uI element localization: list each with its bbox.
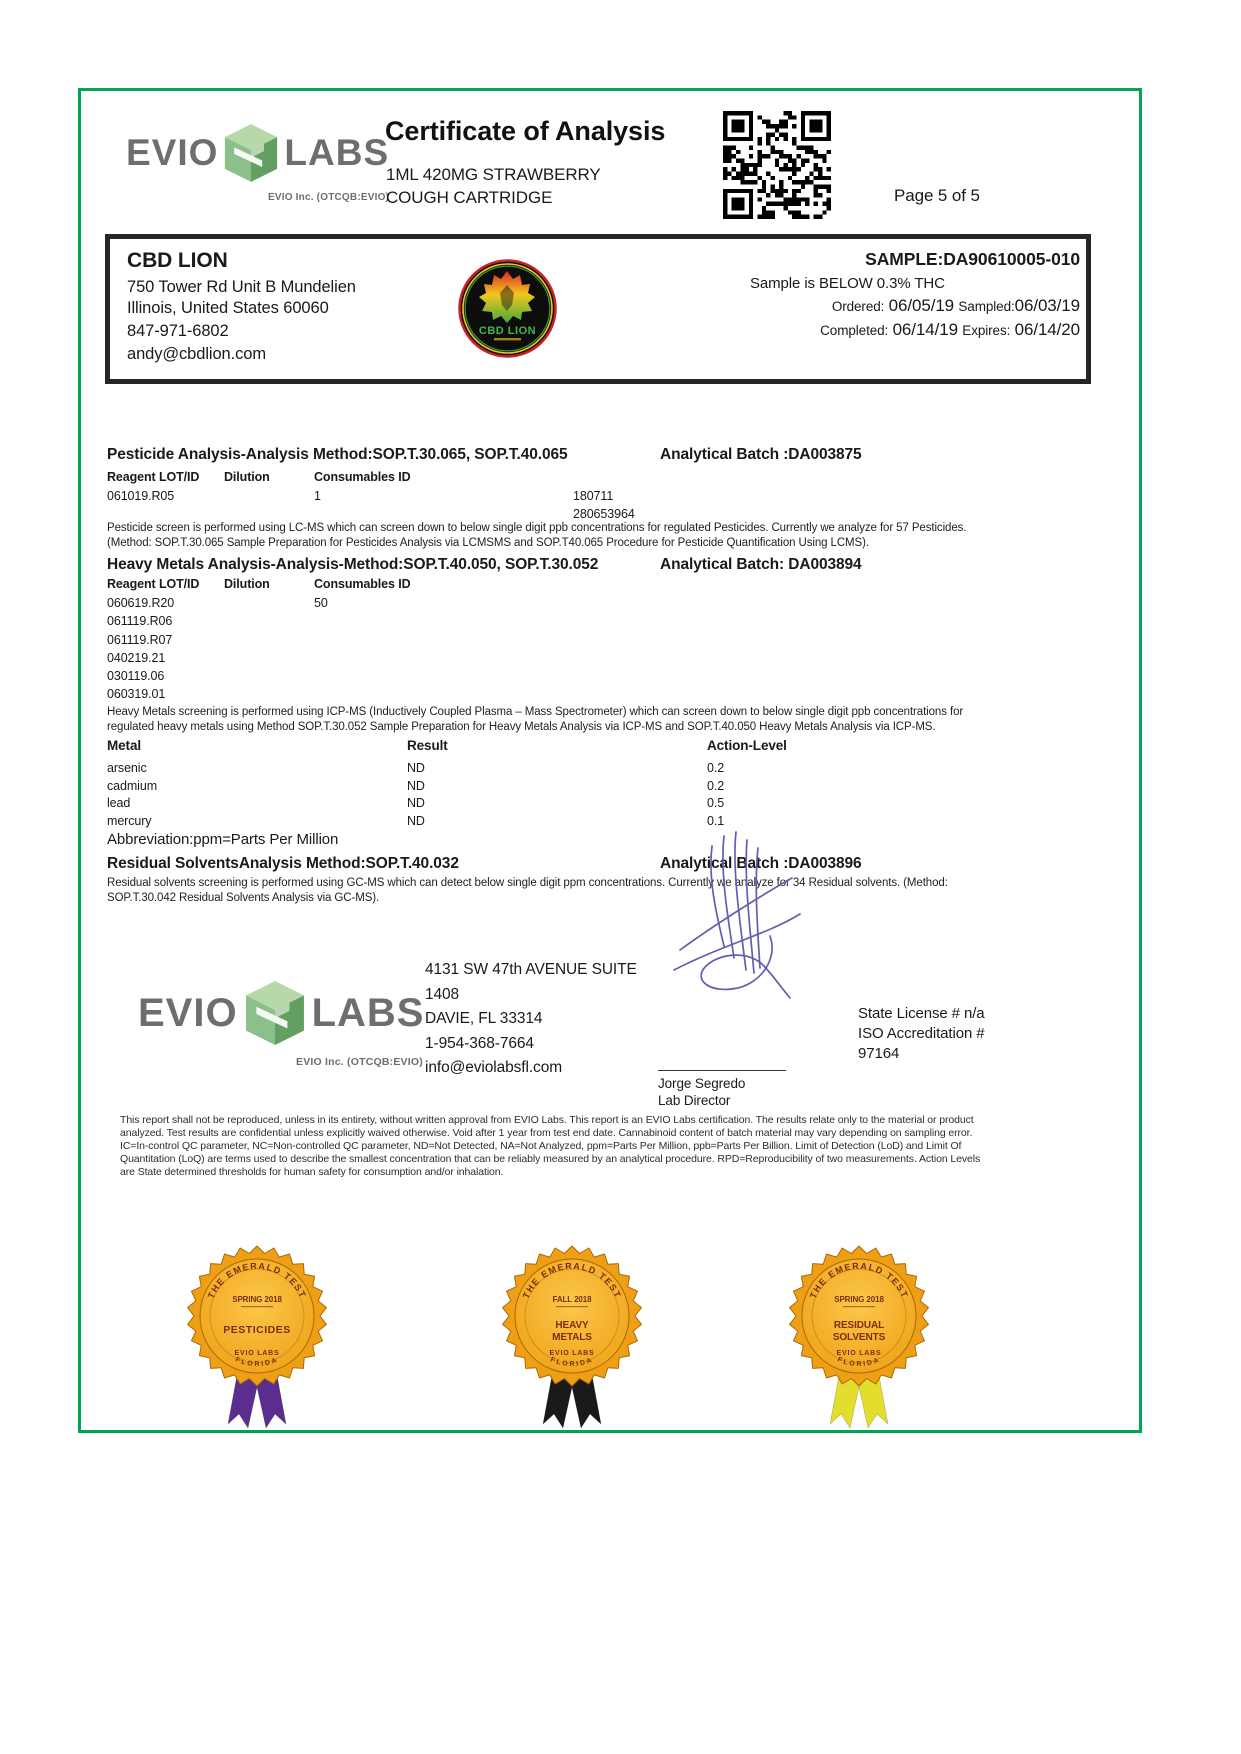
svg-text:EVIO LABS: EVIO LABS bbox=[234, 1350, 280, 1357]
metal-result: ND bbox=[407, 796, 425, 811]
cell: 030119.06 bbox=[107, 669, 165, 684]
iso-accreditation-line1: ISO Accreditation # bbox=[858, 1025, 985, 1042]
cell: 060319.01 bbox=[107, 687, 166, 702]
pesticide-section-title: Pesticide Analysis-Analysis Method:SOP.T.30.065, SOP.T.40.065 bbox=[107, 446, 568, 463]
thc-note: Sample is BELOW 0.3% THC bbox=[750, 275, 945, 292]
state-license: State License # n/a bbox=[858, 1005, 985, 1022]
svg-text:SPRING 2018: SPRING 2018 bbox=[834, 1295, 884, 1304]
heavy-metals-section-title: Heavy Metals Analysis-Analysis-Method:SOP.T.40.050, SOP.T.30.052 bbox=[107, 556, 599, 573]
lab-address bbox=[425, 958, 637, 1081]
qr-code bbox=[723, 111, 831, 219]
col-consumables: Consumables ID bbox=[314, 577, 411, 591]
svg-text:HEAVY: HEAVY bbox=[555, 1320, 589, 1331]
license-info bbox=[858, 1004, 985, 1064]
expires-label: Expires: bbox=[962, 323, 1011, 338]
client-email: andy@cbdlion.com bbox=[127, 345, 266, 363]
expires-date: 06/14/20 bbox=[1014, 320, 1080, 339]
cell bbox=[224, 594, 314, 612]
svg-text:RESIDUAL: RESIDUAL bbox=[833, 1320, 885, 1331]
pesticide-table bbox=[107, 487, 635, 524]
evio-cube-icon bbox=[223, 122, 279, 184]
ordered-label: Ordered: bbox=[831, 299, 885, 314]
metal-name: arsenic bbox=[107, 761, 147, 775]
iso-accreditation-line2: 97164 bbox=[858, 1045, 900, 1062]
heavy-metals-table bbox=[107, 594, 573, 704]
cell: 061019.R05 bbox=[107, 489, 175, 503]
svg-text:EVIO LABS: EVIO LABS bbox=[549, 1350, 595, 1357]
col-result: Result bbox=[407, 738, 448, 753]
sample-id: SAMPLE:DA90610005-010 bbox=[865, 249, 1080, 269]
metal-name: mercury bbox=[107, 813, 152, 828]
svg-text:EVIO LABS: EVIO LABS bbox=[836, 1350, 882, 1357]
signature-line bbox=[658, 1070, 786, 1071]
evio-cube-icon bbox=[244, 978, 306, 1048]
lab-phone: 1-954-368-7664 bbox=[425, 1034, 534, 1052]
client-info bbox=[127, 249, 356, 365]
sample-info bbox=[750, 249, 1080, 340]
client-address-line2: Illinois, United States 60060 bbox=[127, 299, 329, 317]
metal-result: ND bbox=[407, 778, 425, 793]
emerald-test-badge-pesticides bbox=[182, 1240, 332, 1435]
disclaimer-text: This report shall not be reproduced, unless in its entirety, without written approval from EVIO Labs. This report is an EVIO Labs certification. The results relate only to the material or product analyzed. Test results are confidential unless explicitly waived otherwise. Void after 1 year from test end date. Cannabinoid content of batch material may vary depending on sampling error. IC=In-control QC parameter, NC=Non-controlled QC parameter, ND=Not Detected, NA=Not Analyzed, ppm=Parts Per Million, ppb=Parts Per Billion. Limit of Detection (LoD) and Limit Of Quantitation (LoQ) are terms used to describe the smallest concentration that can be reliably measured by an analytical procedure. RPD=Reproducibility of two measurements. Action Levels are State determined thresholds for human safety for consumption and/or inhalation. bbox=[120, 1114, 981, 1178]
signer-title: Lab Director bbox=[658, 1093, 731, 1108]
logo-word-evio: EVIO bbox=[138, 990, 238, 1035]
metal-result: ND bbox=[407, 813, 425, 828]
metal-action: 0.2 bbox=[707, 761, 725, 775]
col-reagent: Reagent LOT/ID bbox=[107, 470, 200, 484]
svg-text:THE EMERALD TEST: THE EMERALD TEST bbox=[205, 1260, 309, 1300]
col-dilution: Dilution bbox=[224, 577, 270, 591]
metal-results-header bbox=[107, 738, 907, 753]
cell: 061119.R06 bbox=[107, 614, 173, 629]
lab-email: info@eviolabsfl.com bbox=[425, 1059, 563, 1076]
svg-text:SOLVENTS: SOLVENTS bbox=[832, 1332, 886, 1343]
sampled-date: 06/03/19 bbox=[1014, 296, 1080, 315]
svg-text:FLORIDA: FLORIDA bbox=[234, 1356, 280, 1369]
metal-name: lead bbox=[107, 796, 131, 811]
cell: 061119.R07 bbox=[107, 632, 173, 647]
heavy-metals-batch: Analytical Batch: DA003894 bbox=[660, 556, 862, 573]
completed-expires-line bbox=[750, 320, 1080, 340]
ordered-sampled-line bbox=[750, 296, 1080, 316]
cell: 180711 bbox=[573, 489, 614, 503]
residual-solvents-description: Residual solvents screening is performed using GC-MS which can detect below single digit ppm concentrations. Currently we analyze for 34 Residual solvents. (Method: SOP.T.30.042 Residual Solvents Analysis via GC-MS). bbox=[107, 877, 948, 904]
col-action-level: Action-Level bbox=[707, 738, 787, 753]
emerald-test-badge-heavy-metals bbox=[497, 1240, 647, 1435]
completed-label: Completed: bbox=[820, 323, 889, 338]
signer-name: Jorge Segredo bbox=[658, 1076, 746, 1091]
svg-text:FLORIDA: FLORIDA bbox=[549, 1356, 595, 1369]
svg-text:SPRING 2018: SPRING 2018 bbox=[232, 1295, 282, 1304]
logo-word-evio: EVIO bbox=[126, 132, 219, 173]
lab-address-line1: 4131 SW 47th AVENUE SUITE bbox=[425, 961, 637, 978]
metal-action: 0.5 bbox=[707, 796, 725, 811]
cell bbox=[224, 487, 314, 505]
svg-text:FLORIDA: FLORIDA bbox=[836, 1356, 882, 1369]
metal-name: cadmium bbox=[107, 778, 158, 793]
product-name: 1ML 420MG STRAWBERRY COUGH CARTRIDGE bbox=[386, 165, 601, 207]
metal-action: 0.2 bbox=[707, 778, 725, 793]
evio-tagline: EVIO Inc. (OTCQB:EVIO) bbox=[268, 192, 390, 203]
heavy-metals-description: Heavy Metals screening is performed using ICP-MS (Inductively Coupled Plasma – Mass Spectrometer) which can screen down to below single digit ppb concentrations for regulated heavy metals using Method SOP.T.30.052 Sample Preparation for Heavy Metals Analysis via ICP-MS and SOP.T.40.050 Heavy Metals Analysis via ICP-MS. bbox=[107, 706, 964, 733]
pesticide-description: Pesticide screen is performed using LC-MS which can screen down to below single digit ppb concentrations for regulated Pesticides. Currently we analyze for 57 Pesticides. (Method: SOP.T.30.065 Sample Preparation for Pesticides Analysis via LCMSMS and SOP.T40.065 Procedure for Pesticide Quantification Using LCMS). bbox=[107, 522, 967, 549]
sampled-label-wrap: Sampled:06/03/19 bbox=[958, 296, 1080, 315]
logo-word-labs: LABS bbox=[284, 132, 390, 173]
cell: 060619.R20 bbox=[107, 596, 175, 610]
page-number: Page 5 of 5 bbox=[894, 186, 980, 205]
col-dilution: Dilution bbox=[224, 470, 270, 484]
evio-tagline-footer: EVIO Inc. (OTCQB:EVIO) bbox=[296, 1056, 423, 1068]
lab-address-line2: 1408 bbox=[425, 985, 460, 1003]
svg-text:THE EMERALD TEST: THE EMERALD TEST bbox=[807, 1260, 911, 1300]
col-consumables: Consumables ID bbox=[314, 470, 411, 484]
ordered-date: 06/05/19 bbox=[888, 296, 955, 315]
pesticide-batch: Analytical Batch :DA003875 bbox=[660, 446, 862, 463]
evio-labs-logo bbox=[126, 122, 389, 184]
residual-solvents-batch: Analytical Batch :DA003896 bbox=[660, 855, 862, 872]
svg-text:THE EMERALD TEST: THE EMERALD TEST bbox=[520, 1260, 624, 1300]
metal-result: ND bbox=[407, 761, 425, 775]
svg-text:PESTICIDES: PESTICIDES bbox=[223, 1324, 291, 1336]
evio-labs-logo-footer bbox=[138, 978, 424, 1048]
heavy-metals-table-header bbox=[107, 577, 573, 591]
cell: 1 bbox=[314, 489, 321, 503]
client-phone: 847-971-6802 bbox=[127, 322, 229, 340]
emerald-test-badge-residual-solvents bbox=[784, 1240, 934, 1435]
pesticide-table-header bbox=[107, 470, 573, 484]
svg-text:METALS: METALS bbox=[552, 1332, 592, 1343]
logo-word-labs: LABS bbox=[311, 990, 425, 1035]
residual-solvents-section-title: Residual SolventsAnalysis Method:SOP.T.40.032 bbox=[107, 855, 459, 872]
cell: 040219.21 bbox=[107, 650, 166, 665]
completed-date: 06/14/19 bbox=[892, 320, 958, 339]
cbd-lion-logo-text: CBD LION bbox=[478, 325, 537, 337]
cbd-lion-logo bbox=[458, 259, 557, 358]
lab-city: DAVIE, FL 33314 bbox=[425, 1010, 543, 1027]
page-title: Certificate of Analysis bbox=[385, 116, 666, 146]
metal-action: 0.1 bbox=[707, 813, 725, 828]
client-name: CBD LION bbox=[127, 249, 228, 272]
col-reagent: Reagent LOT/ID bbox=[107, 577, 200, 591]
signature-scribble bbox=[650, 818, 820, 1013]
svg-text:FALL 2018: FALL 2018 bbox=[552, 1295, 592, 1304]
client-sample-box bbox=[105, 234, 1091, 384]
col-metal: Metal bbox=[107, 738, 142, 753]
abbreviation-note: Abbreviation:ppm=Parts Per Million bbox=[107, 831, 339, 848]
client-address-line1: 750 Tower Rd Unit B Mundelien bbox=[127, 278, 356, 296]
cell: 50 bbox=[314, 596, 328, 610]
cell: 280653964 bbox=[573, 507, 635, 522]
